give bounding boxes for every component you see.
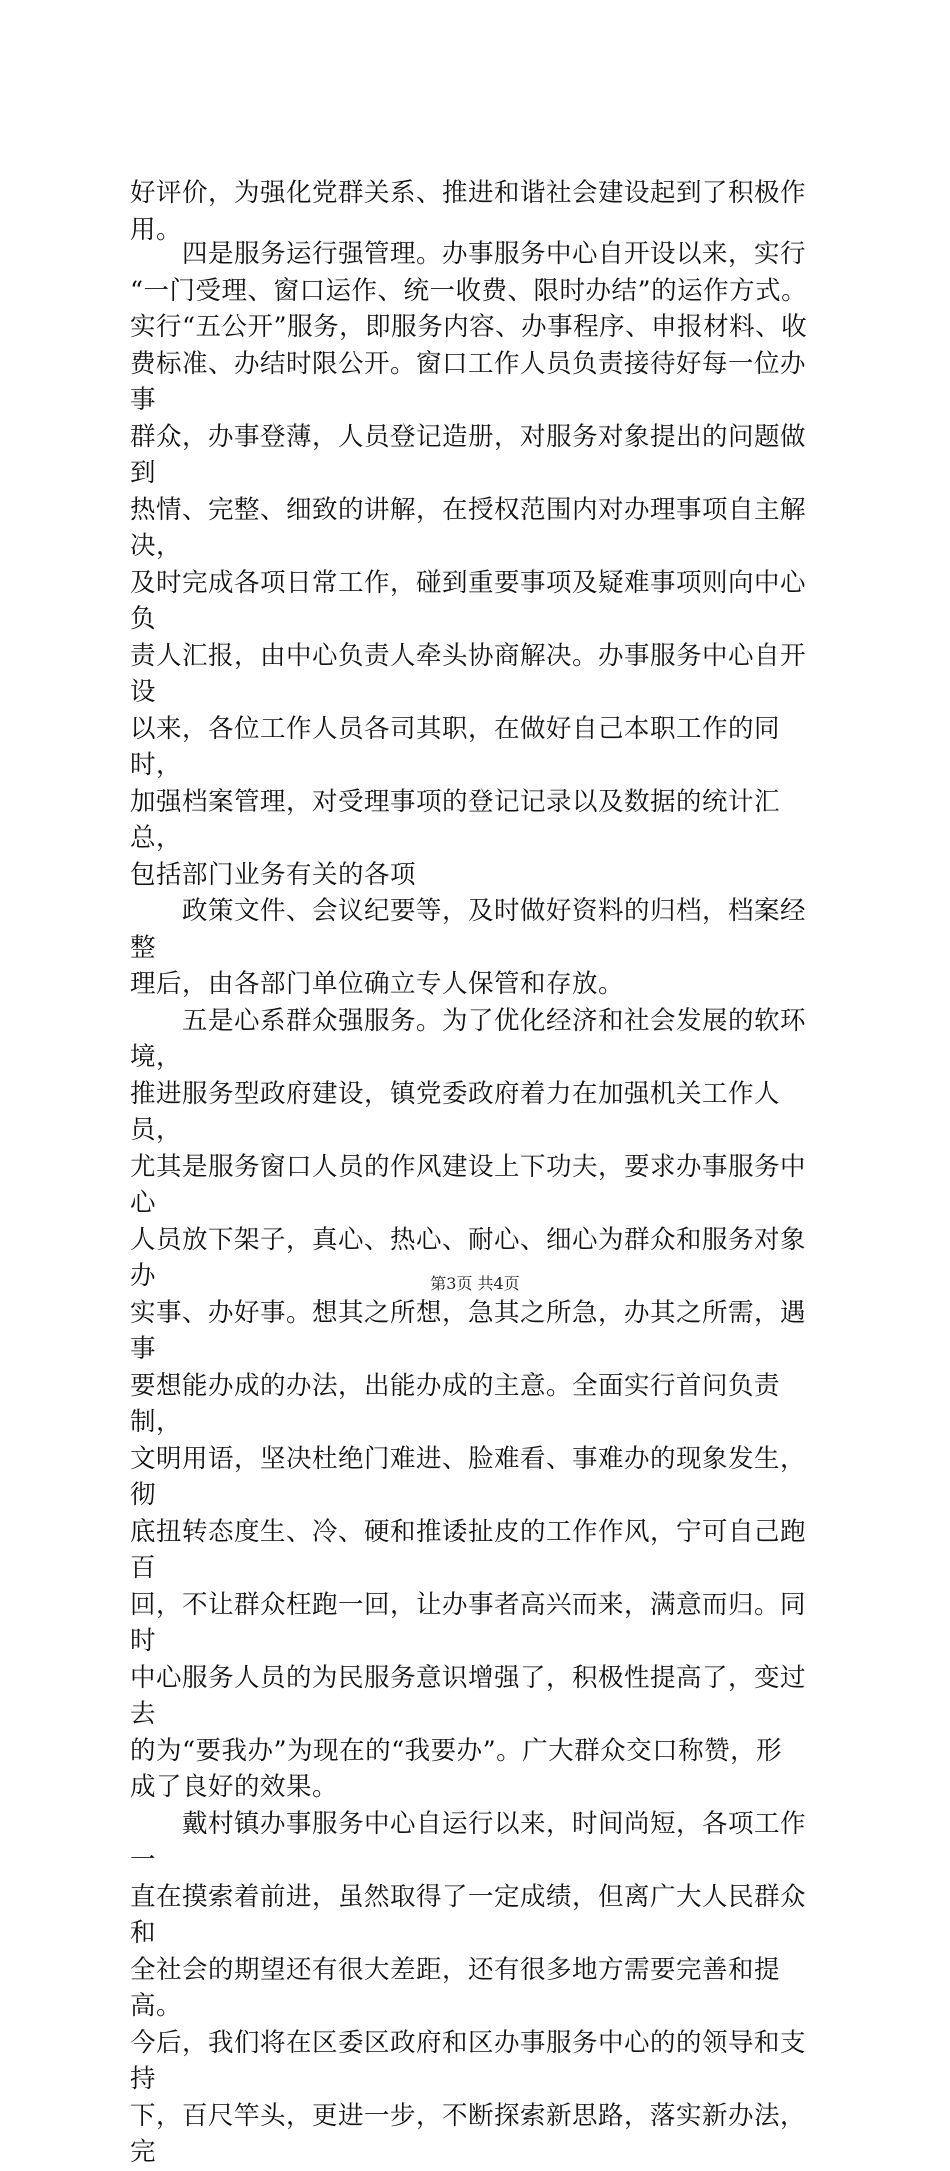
paragraph-continuation: 好评价，为强化党群关系、推进和谐社会建设起到了积极作用。: [130, 178, 807, 245]
body-text: 四是服务运行强管理。办事服务中心自开设以来，实行 “一门受理、窗口运作、统一收费、限时办结”的运作方式。 实行“五公开”服务，即服务内容、办事程序、申报材料、收 费标准、办结时限公开。窗口工作人员负责接待好每一位办事 群众，办事登薄，人员登记造册，对服务对象提出的问题做到 热情、完整、细致的讲解，在授权范围内对办理事项自主解决， 及时完成各项日常工作，碰到重要事项及疑难事项则向中心负 责人汇报，由中心负责人牵头协商解决。办事服务中心自开设 以来，各位工作人员各司其职，在做好自己本职工作的同时， 加强档案管理，对受理事项的登记记录以及数据的统计汇总， 包括部门业务有关的各项 政策文件、会议纪要等，及时做好资料的归档，档案经整 理后，由各部门单位确立专人保管和存放。 五是心系群众强服务。为了优化经济和社会发展的软环境， 推进服务型政府建设，镇党委政府着力在加强机关工作人员， 尤其是服务窗口人员的作风建设上下功夫，要求办事服务中心 人员放下架子，真心、热心、耐心、细心为群众和服务对象办 实事、办好事。想其之所想，急其之所急，办其之所需，遇事 要想能办成的办法，出能办成的主意。全面实行首问负责制， 文明用语，坚决杜绝门难进、脸难看、事难办的现象发生，彻 底扭转态度生、冷、硬和推诿扯皮的工作作风，宁可自己跑百 回，不让群众枉跑一回，让办事者高兴而来，满意而归。同时 中心服务人员的为民服务意识增强了，积极性提高了，变过去 的为“要我办”为现在的“我要办”。广大群众交口称赞，形 成了良好的效果。 戴村镇办事服务中心自运行以来，时间尚短，各项工作一 直在摸索着前进，虽然取得了一定成绩，但离广大人民群众和 全社会的期望还有很大差距，还有很多地方需要完善和提高。 今后，我们将在区委区政府和区办事服务中心的的领导和支持 下，百尺竿头，更进一步，不断探索新思路，落实新办法，完: [130, 239, 808, 2167]
page-number-footer: 第3页 共4页: [430, 1274, 520, 1293]
